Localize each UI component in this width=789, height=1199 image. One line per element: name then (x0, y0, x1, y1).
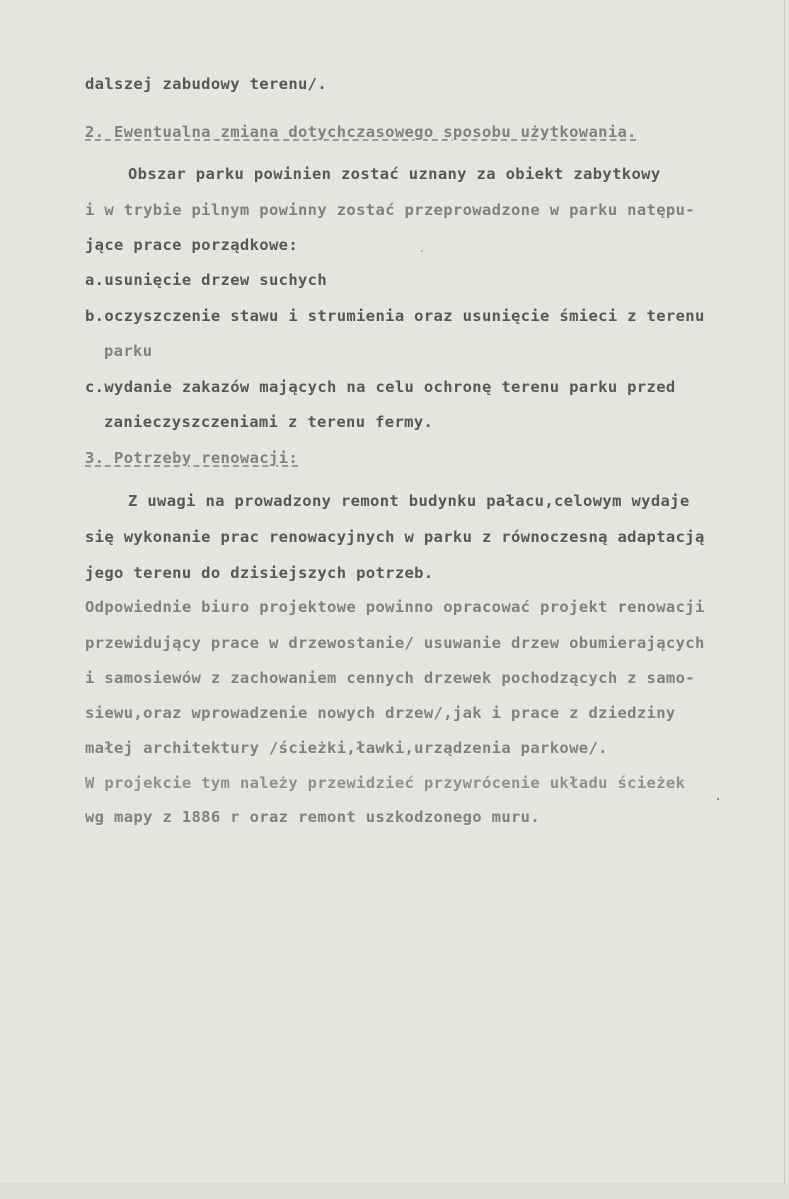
paragraph-line: jego terenu do dzisiejszych potrzeb. (85, 564, 434, 582)
section-heading-3: 3. Potrzeby renowacji: (85, 449, 298, 467)
paragraph-line: i w trybie pilnym powinny zostać przeprowadzone w parku natępu- (85, 201, 695, 219)
section-heading-2: 2. Ewentualna zmiana dotychczasowego sposobu użytkowania. (85, 123, 637, 141)
list-item-c-continuation: zanieczyszczeniami z terenu fermy. (104, 413, 434, 431)
paragraph-line: jące prace porządkowe: (85, 236, 298, 254)
paragraph-line: się wykonanie prac renowacyjnych w parku z równoczesną adaptacją (85, 528, 705, 546)
list-item-a: a.usunięcie drzew suchych (85, 271, 328, 289)
paragraph-line: siewu,oraz wprowadzenie nowych drzew/,jak i prace z dziedziny (85, 704, 676, 722)
paragraph-line: Odpowiednie biuro projektowe powinno opracować projekt renowacji (85, 598, 705, 616)
page-edge (784, 0, 785, 1199)
paper-speck (421, 250, 423, 252)
paragraph-line: małej architektury /ścieżki,ławki,urządzenia parkowe/. (85, 739, 608, 757)
list-item-b-continuation: parku (104, 342, 153, 360)
page-bottom-margin (0, 1183, 789, 1199)
list-item-b: b.oczyszczenie stawu i strumienia oraz usunięcie śmieci z terenu (85, 307, 705, 325)
paragraph-line: Obszar parku powinien zostać uznany za obiekt zabytkowy (128, 165, 661, 183)
list-item-c: c.wydanie zakazów mających na celu ochronę terenu parku przed (85, 378, 676, 396)
paragraph-line: wg mapy z 1886 r oraz remont uszkodzonego muru. (85, 808, 541, 826)
paragraph-line: Z uwagi na prowadzony remont budynku pałacu,celowym wydaje (128, 492, 690, 510)
text-line-continuation: dalszej zabudowy terenu/. (85, 75, 328, 93)
paragraph-line: i samosiewów z zachowaniem cennych drzewek pochodzących z samo- (85, 669, 695, 687)
paragraph-line: przewidujący prace w drzewostanie/ usuwanie drzew obumierających (85, 634, 705, 652)
paragraph-line: W projekcie tym należy przewidzieć przywrócenie układu ścieżek (85, 774, 686, 792)
paper-speck (717, 798, 719, 800)
